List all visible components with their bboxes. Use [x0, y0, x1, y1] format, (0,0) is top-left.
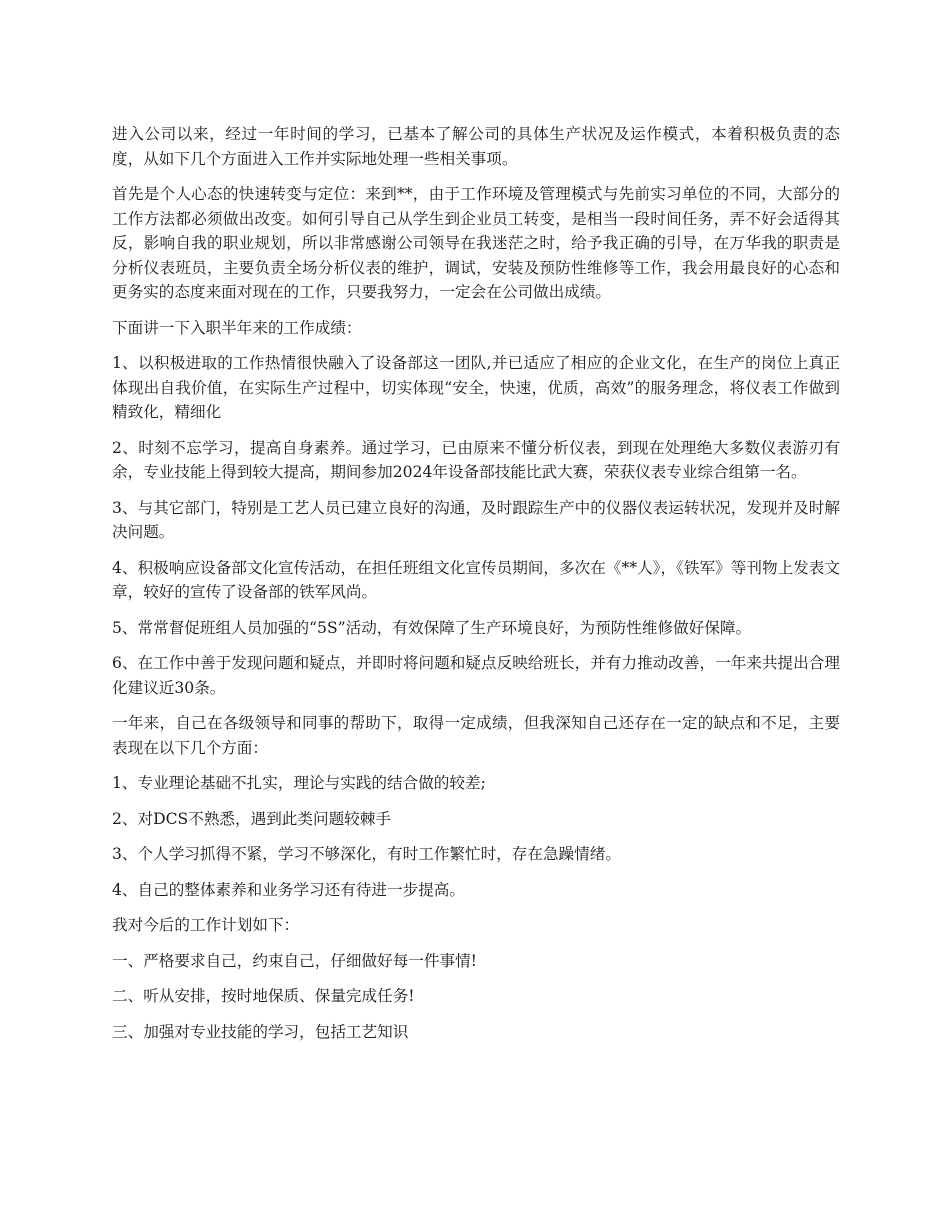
plan-item-1: 一、严格要求自己，约束自己，仔细做好每一件事情! — [112, 951, 477, 970]
achievement-item-1: 1、以积极进取的工作热情很快融入了设备部这一团队,并已适应了相应的企业文化，在生产的岗位上真正体现出自我价值，在实际生产过程中，切实体现“安全，快速，优质，高效”的服务理念，将仪表工作做到精致化，精细化 — [112, 354, 840, 421]
achievement-item-3: 3、与其它部门，特别是工艺人员已建立良好的沟通，及时跟踪生产中的仪器仪表运转状况，发现并及时解决问题。 — [112, 498, 840, 541]
plan-item-2: 二、听从安排，按时地保质、保量完成任务! — [112, 987, 415, 1005]
shortcoming-item-4: 4、自己的整体素养和业务学习还有待进一步提高。 — [112, 880, 465, 899]
document-body — [112, 122, 840, 1055]
achievement-item-5: 5、常常督促班组人员加强的“5S”活动，有效保障了生产环境良好，为预防性维修做好保障。 — [112, 618, 752, 637]
shortcoming-item-3: 3、个人学习抓得不紧，学习不够深化，有时工作繁忙时，存在急躁情绪。 — [112, 845, 621, 863]
plan-item-3: 三、加强对专业技能的学习，包括工艺知识 — [112, 1022, 409, 1041]
achievement-item-2: 2、时刻不忘学习，提高自身素养。通过学习，已由原来不懂分析仪表，到现在处理绝大多数仪表游刃有余，专业技能上得到较大提高，期间参加2024年设备部技能比武大赛，荣获仪表专业综合组第一名。 — [112, 438, 840, 481]
intro-paragraph: 进入公司以来，经过一年时间的学习，已基本了解公司的具体生产状况及运作模式，本着积极负责的态度，从如下几个方面进入工作并实际地处理一些相关事项。 — [112, 125, 840, 168]
achievement-item-6: 6、在工作中善于发现问题和疑点，并即时将问题和疑点反映给班长，并有力推动改善，一年来共提出合理化建议近30条。 — [112, 654, 840, 697]
plan-heading: 我对今后的工作计划如下： — [112, 916, 300, 934]
shortcomings-intro: 一年来，自己在各级领导和同事的帮助下，取得一定成绩，但我深知自己还存在一定的缺点和不足，主要表现在以下几个方面： — [112, 714, 840, 757]
shortcoming-item-1: 1、专业理论基础不扎实，理论与实践的结合做的较差; — [112, 774, 486, 792]
achievement-item-4: 4、积极响应设备部文化宣传活动，在担任班组文化宣传员期间，多次在《**人》，《铁军》等刊物上发表文章，较好的宣传了设备部的铁军风尚。 — [112, 558, 840, 601]
mindset-paragraph: 首先是个人心态的快速转变与定位：来到**，由于工作环境及管理模式与先前实习单位的不同，大部分的工作方法都必须做出改变。如何引导自己从学生到企业员工转变，是相当一段时间任务，弄不好会适得其反，影响自我的职业规划，所以非常感谢公司领导在我迷茫之时，给予我正确的引导，在万华我的职责是分析仪表班员，主要负责全场分析仪表的维护，调试，安装及预防性维修等工作，我会用最良好的心态和更务实的态度来面对现在的工作，只要我努力，一定会在公司做出成绩。 — [112, 185, 840, 301]
shortcoming-item-2: 2、对DCS不熟悉，遇到此类问题较棘手 — [112, 809, 391, 828]
achievements-heading: 下面讲一下入职半年来的工作成绩： — [112, 318, 362, 337]
